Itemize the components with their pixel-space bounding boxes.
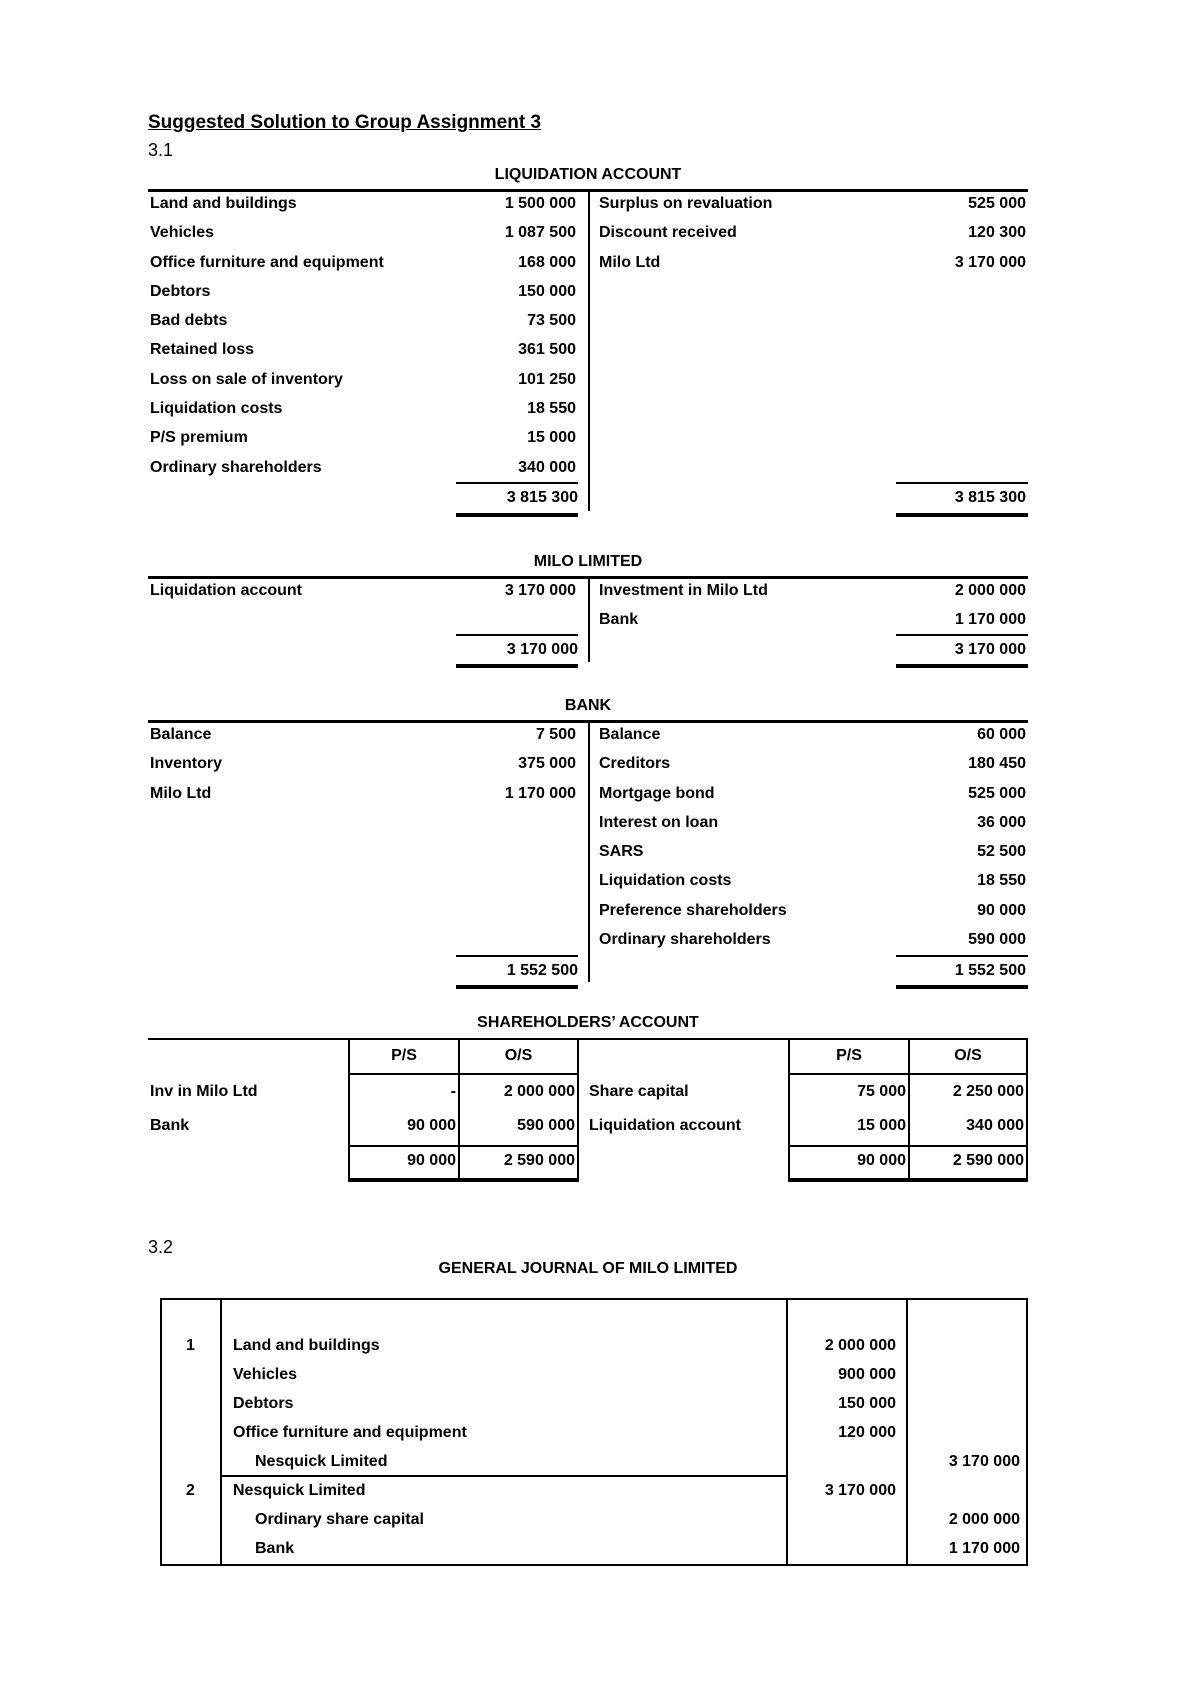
liquidation-account — [148, 189, 1028, 519]
ledger-row-label: Bad debts — [150, 312, 228, 330]
jr-entry-1-line-1-debit: 2 000 000 — [824, 1337, 896, 1354]
bank-account — [148, 720, 1028, 995]
ledger-row-amount: 3 170 000 — [504, 582, 576, 599]
jr-entry-2-line-2-account: Ordinary share capital — [255, 1511, 424, 1528]
sh-left-header-rule — [348, 1073, 579, 1075]
sh-right-ps-header: P/S — [836, 1047, 862, 1064]
jr-entry-2-line-2-credit: 2 000 000 — [948, 1511, 1020, 1528]
ledger-row — [597, 896, 1028, 925]
ledger-row-label: Inventory — [150, 755, 223, 773]
sh-right-total-ps: 90 000 — [857, 1152, 906, 1169]
jr-vrule-1 — [220, 1300, 222, 1564]
ledger-row-label: Creditors — [599, 755, 671, 773]
sh-left-total-ps: 90 000 — [407, 1152, 456, 1169]
liquidation-right-total-rule — [896, 513, 1028, 517]
ledger-row — [148, 576, 578, 605]
milo-credit-side — [597, 576, 1028, 635]
ledger-row-amount: 340 000 — [518, 458, 576, 476]
ledger-row — [148, 749, 578, 778]
jr-entry-1-line-3-debit: 150 000 — [838, 1395, 896, 1412]
liquidation-right-total — [896, 482, 1028, 512]
ledger-row — [148, 335, 578, 364]
ledger-row — [148, 189, 578, 218]
ledger-row — [148, 306, 578, 335]
bank-right-total — [896, 955, 1028, 985]
sh-right-row-2-os: 340 000 — [966, 1117, 1024, 1134]
ledger-row-amount: 525 000 — [968, 195, 1026, 212]
milo-limited-account — [148, 576, 1028, 670]
ledger-row-label: Ordinary shareholders — [150, 458, 322, 476]
ledger-row-amount: 375 000 — [518, 755, 576, 773]
ledger-row-amount: 1 170 000 — [504, 784, 576, 802]
ledger-row — [148, 779, 578, 808]
ledger-row-amount: 3 170 000 — [954, 253, 1026, 271]
section-3-2-label: 3.2 — [148, 1237, 174, 1257]
sh-left-row-1-os: 2 000 000 — [503, 1083, 575, 1100]
liquidation-debit-side — [148, 189, 578, 482]
sh-right-total-os: 2 590 000 — [952, 1152, 1024, 1169]
milo-debit-side — [148, 576, 578, 605]
sh-left-row-2-label: Bank — [150, 1117, 190, 1134]
ledger-row-label: Preference shareholders — [599, 901, 787, 919]
milo-left-total — [456, 634, 580, 664]
bank-left-total-rule — [456, 985, 578, 989]
milo-limited-title: MILO LIMITED — [533, 553, 643, 570]
jr-entry-2-line-1-debit: 3 170 000 — [824, 1482, 896, 1499]
sh-vrule-6 — [1026, 1038, 1028, 1182]
ledger-row-amount: 60 000 — [977, 726, 1026, 743]
jr-entry-2-line-3-account: Bank — [255, 1540, 295, 1557]
ledger-row — [148, 394, 578, 423]
ledger-row — [597, 779, 1028, 808]
sh-left-row-1-label: Inv in Milo Ltd — [150, 1083, 258, 1100]
ledger-row — [597, 218, 1028, 247]
jr-entry-1-line-3-account: Debtors — [233, 1395, 294, 1412]
jr-entry-1-line-1-account: Land and buildings — [233, 1337, 380, 1354]
ledger-row — [148, 248, 578, 277]
sh-left-ps-header: P/S — [391, 1047, 417, 1064]
ledger-row — [597, 837, 1028, 866]
jr-entry-1-number: 1 — [186, 1337, 195, 1354]
ledger-row-amount: 73 500 — [527, 312, 576, 330]
ledger-row-label: Balance — [599, 726, 661, 743]
jr-entry-1-line-5-credit: 3 170 000 — [948, 1453, 1020, 1470]
ledger-row — [148, 720, 578, 749]
ledger-row-label: Milo Ltd — [150, 784, 212, 802]
jr-entry-1-line-4-account: Office furniture and equipment — [233, 1424, 467, 1441]
ledger-row-amount: 18 550 — [977, 872, 1026, 890]
sh-left-subtotal-rule — [348, 1145, 579, 1147]
ledger-row-amount: 525 000 — [968, 784, 1026, 802]
ledger-row-label: Bank — [599, 611, 639, 629]
general-journal-table — [160, 1298, 1028, 1566]
ledger-row-amount: 18 550 — [527, 400, 576, 418]
sh-top-rule — [148, 1038, 1028, 1040]
bank-debit-side — [148, 720, 578, 808]
ledger-row — [148, 277, 578, 306]
ledger-row-amount: 15 000 — [527, 429, 576, 447]
milo-left-total-value: 3 170 000 — [506, 641, 578, 658]
sh-vrule-3 — [577, 1038, 579, 1182]
ledger-row — [597, 866, 1028, 895]
ledger-row-label: Ordinary shareholders — [599, 931, 771, 949]
sh-right-row-1-label: Share capital — [589, 1083, 689, 1100]
ledger-row-label: Office furniture and equipment — [150, 253, 384, 271]
liquidation-right-total-value: 3 815 300 — [954, 489, 1026, 506]
sh-right-row-2-ps: 15 000 — [857, 1117, 906, 1134]
liquidation-left-total-rule — [456, 513, 578, 517]
ledger-row-amount: 7 500 — [535, 726, 576, 743]
sh-left-row-2-os: 590 000 — [517, 1117, 575, 1134]
ledger-row-label: Mortgage bond — [599, 784, 715, 802]
jr-entry-2-line-3-credit: 1 170 000 — [948, 1540, 1020, 1557]
liquidation-account-title: LIQUIDATION ACCOUNT — [494, 166, 682, 183]
ledger-row-amount: 150 000 — [518, 282, 576, 300]
ledger-row — [597, 605, 1028, 634]
ledger-row-amount: 52 500 — [977, 843, 1026, 861]
ledger-row-amount: 90 000 — [977, 901, 1026, 919]
bank-account-title: BANK — [564, 697, 612, 714]
ledger-row-label: Retained loss — [150, 341, 255, 359]
shareholders-account — [148, 1038, 1028, 1188]
section-3-1-label: 3.1 — [148, 140, 174, 160]
ledger-row-amount: 1 170 000 — [954, 611, 1026, 629]
milo-divider — [588, 576, 590, 662]
ledger-row-label: Debtors — [150, 282, 211, 300]
ledger-row — [148, 218, 578, 247]
ledger-row-label: Investment in Milo Ltd — [599, 582, 768, 599]
jr-entry-1-line-4-debit: 120 000 — [838, 1424, 896, 1441]
ledger-row — [597, 720, 1028, 749]
general-journal-title: GENERAL JOURNAL OF MILO LIMITED — [438, 1260, 738, 1277]
sh-left-row-2-ps: 90 000 — [407, 1117, 456, 1134]
ledger-row-amount: 2 000 000 — [954, 582, 1026, 599]
ledger-row-label: Discount received — [599, 224, 737, 242]
ledger-row — [597, 576, 1028, 605]
ledger-row-label: Liquidation costs — [150, 400, 283, 418]
ledger-row — [148, 453, 578, 482]
ledger-row — [148, 365, 578, 394]
ledger-row-label: Vehicles — [150, 224, 215, 242]
shareholders-account-title: SHAREHOLDERS’ ACCOUNT — [477, 1014, 699, 1031]
bank-left-total — [456, 955, 580, 985]
sh-left-total-rule — [348, 1178, 579, 1182]
ledger-row — [597, 808, 1028, 837]
ledger-row-label: Interest on loan — [599, 813, 719, 831]
jr-entry-2-line-1-account: Nesquick Limited — [233, 1482, 366, 1499]
liquidation-left-total-value: 3 815 300 — [506, 489, 578, 506]
milo-left-total-rule — [456, 664, 578, 668]
jr-entry-1-line-5-account: Nesquick Limited — [255, 1453, 388, 1470]
document-title: Suggested Solution to Group Assignment 3 — [148, 112, 542, 133]
jr-entry-1-line-2-account: Vehicles — [233, 1366, 298, 1383]
liquidation-divider — [588, 189, 590, 511]
ledger-row-label: Liquidation costs — [599, 872, 732, 890]
bank-right-total-value: 1 552 500 — [954, 962, 1026, 979]
ledger-row-label: P/S premium — [150, 429, 248, 447]
bank-right-total-rule — [896, 985, 1028, 989]
ledger-row-amount: 361 500 — [518, 341, 576, 359]
sh-right-os-header: O/S — [954, 1047, 982, 1064]
ledger-row-label: Surplus on revaluation — [599, 195, 773, 212]
ledger-row — [148, 423, 578, 452]
sh-right-row-1-ps: 75 000 — [857, 1083, 906, 1100]
ledger-row-amount: 36 000 — [977, 813, 1026, 831]
jr-entry-separator — [220, 1475, 786, 1477]
ledger-row-amount: 1 087 500 — [504, 224, 576, 242]
ledger-row-amount: 1 500 000 — [504, 195, 576, 212]
jr-entry-1-line-2-debit: 900 000 — [838, 1366, 896, 1383]
sh-left-total-os: 2 590 000 — [503, 1152, 575, 1169]
ledger-row-label: Milo Ltd — [599, 253, 661, 271]
ledger-row-label: Loss on sale of inventory — [150, 370, 343, 388]
bank-divider — [588, 720, 590, 982]
ledger-row-label: Land and buildings — [150, 195, 297, 212]
milo-right-total — [896, 634, 1028, 664]
ledger-row — [597, 749, 1028, 778]
ledger-row-label: Liquidation account — [150, 582, 302, 599]
sh-right-row-2-label: Liquidation account — [589, 1117, 741, 1134]
ledger-row-amount: 101 250 — [518, 370, 576, 388]
bank-credit-side — [597, 720, 1028, 954]
milo-right-total-rule — [896, 664, 1028, 668]
ledger-row-label: SARS — [599, 843, 644, 861]
liquidation-credit-side — [597, 189, 1028, 277]
ledger-row-amount: 180 450 — [968, 755, 1026, 773]
ledger-row-label: Balance — [150, 726, 212, 743]
jr-entry-2-number: 2 — [186, 1482, 195, 1499]
liquidation-left-total — [456, 482, 580, 512]
sh-left-os-header: O/S — [504, 1047, 533, 1064]
ledger-row — [597, 925, 1028, 954]
bank-left-total-value: 1 552 500 — [506, 962, 578, 979]
sh-left-row-1-ps: - — [450, 1083, 456, 1100]
ledger-row-amount: 590 000 — [968, 931, 1026, 949]
ledger-row-amount: 120 300 — [968, 224, 1026, 242]
milo-right-total-value: 3 170 000 — [954, 641, 1026, 658]
ledger-row — [597, 189, 1028, 218]
ledger-row — [597, 248, 1028, 277]
ledger-row-amount: 168 000 — [518, 253, 576, 271]
sh-right-row-1-os: 2 250 000 — [952, 1083, 1024, 1100]
